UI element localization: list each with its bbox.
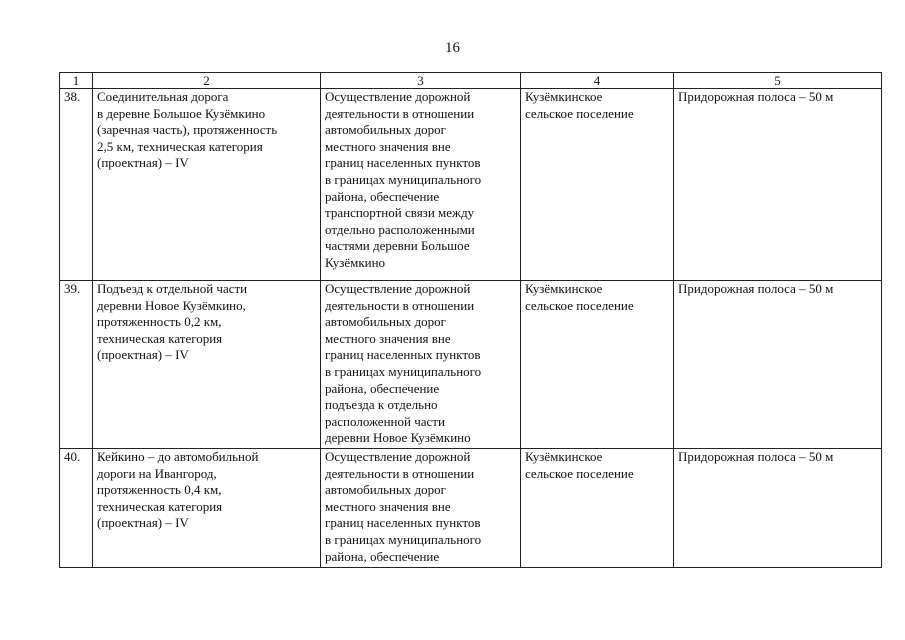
zone-cell: Придорожная полоса – 50 м (674, 449, 882, 568)
table-row (60, 89, 882, 281)
purpose-cell: Осуществление дорожной деятельности в отношении автомобильных дорог местного значения вне границ населенных пунктов в границах муниципального района, обеспечение транспортной связи между отдельно расположенными частями деревни Большое Кузёмкино (321, 89, 521, 281)
column-header: 2 (93, 73, 321, 89)
table-header-row (60, 73, 882, 89)
object-name-cell: Кейкино – до автомобильной дороги на Ивангород, протяженность 0,4 км, техническая категория (проектная) – IV (93, 449, 321, 568)
table-row (60, 449, 882, 568)
row-number: 38. (60, 89, 93, 281)
table-row (60, 281, 882, 449)
zone-cell: Придорожная полоса – 50 м (674, 89, 882, 281)
column-header: 4 (521, 73, 674, 89)
object-name-cell: Подъезд к отдельной части деревни Новое Кузёмкино, протяженность 0,2 км, техническая категория (проектная) – IV (93, 281, 321, 449)
document-table (59, 72, 882, 568)
column-header: 1 (60, 73, 93, 89)
location-cell: Кузёмкинское сельское поселение (521, 449, 674, 568)
column-header: 3 (321, 73, 521, 89)
row-number: 39. (60, 281, 93, 449)
column-header: 5 (674, 73, 882, 89)
purpose-cell: Осуществление дорожной деятельности в отношении автомобильных дорог местного значения вне границ населенных пунктов в границах муниципального района, обеспечение (321, 449, 521, 568)
row-number: 40. (60, 449, 93, 568)
object-name-cell: Соединительная дорога в деревне Большое Кузёмкино (заречная часть), протяженность 2,5 км, техническая категория (проектная) – IV (93, 89, 321, 281)
zone-cell: Придорожная полоса – 50 м (674, 281, 882, 449)
purpose-cell: Осуществление дорожной деятельности в отношении автомобильных дорог местного значения вне границ населенных пунктов в границах муниципального района, обеспечение подъезда к отдельно расположенной части деревни Новое Кузёмкино (321, 281, 521, 449)
location-cell: Кузёмкинское сельское поселение (521, 89, 674, 281)
location-cell: Кузёмкинское сельское поселение (521, 281, 674, 449)
page-number: 16 (445, 40, 460, 56)
